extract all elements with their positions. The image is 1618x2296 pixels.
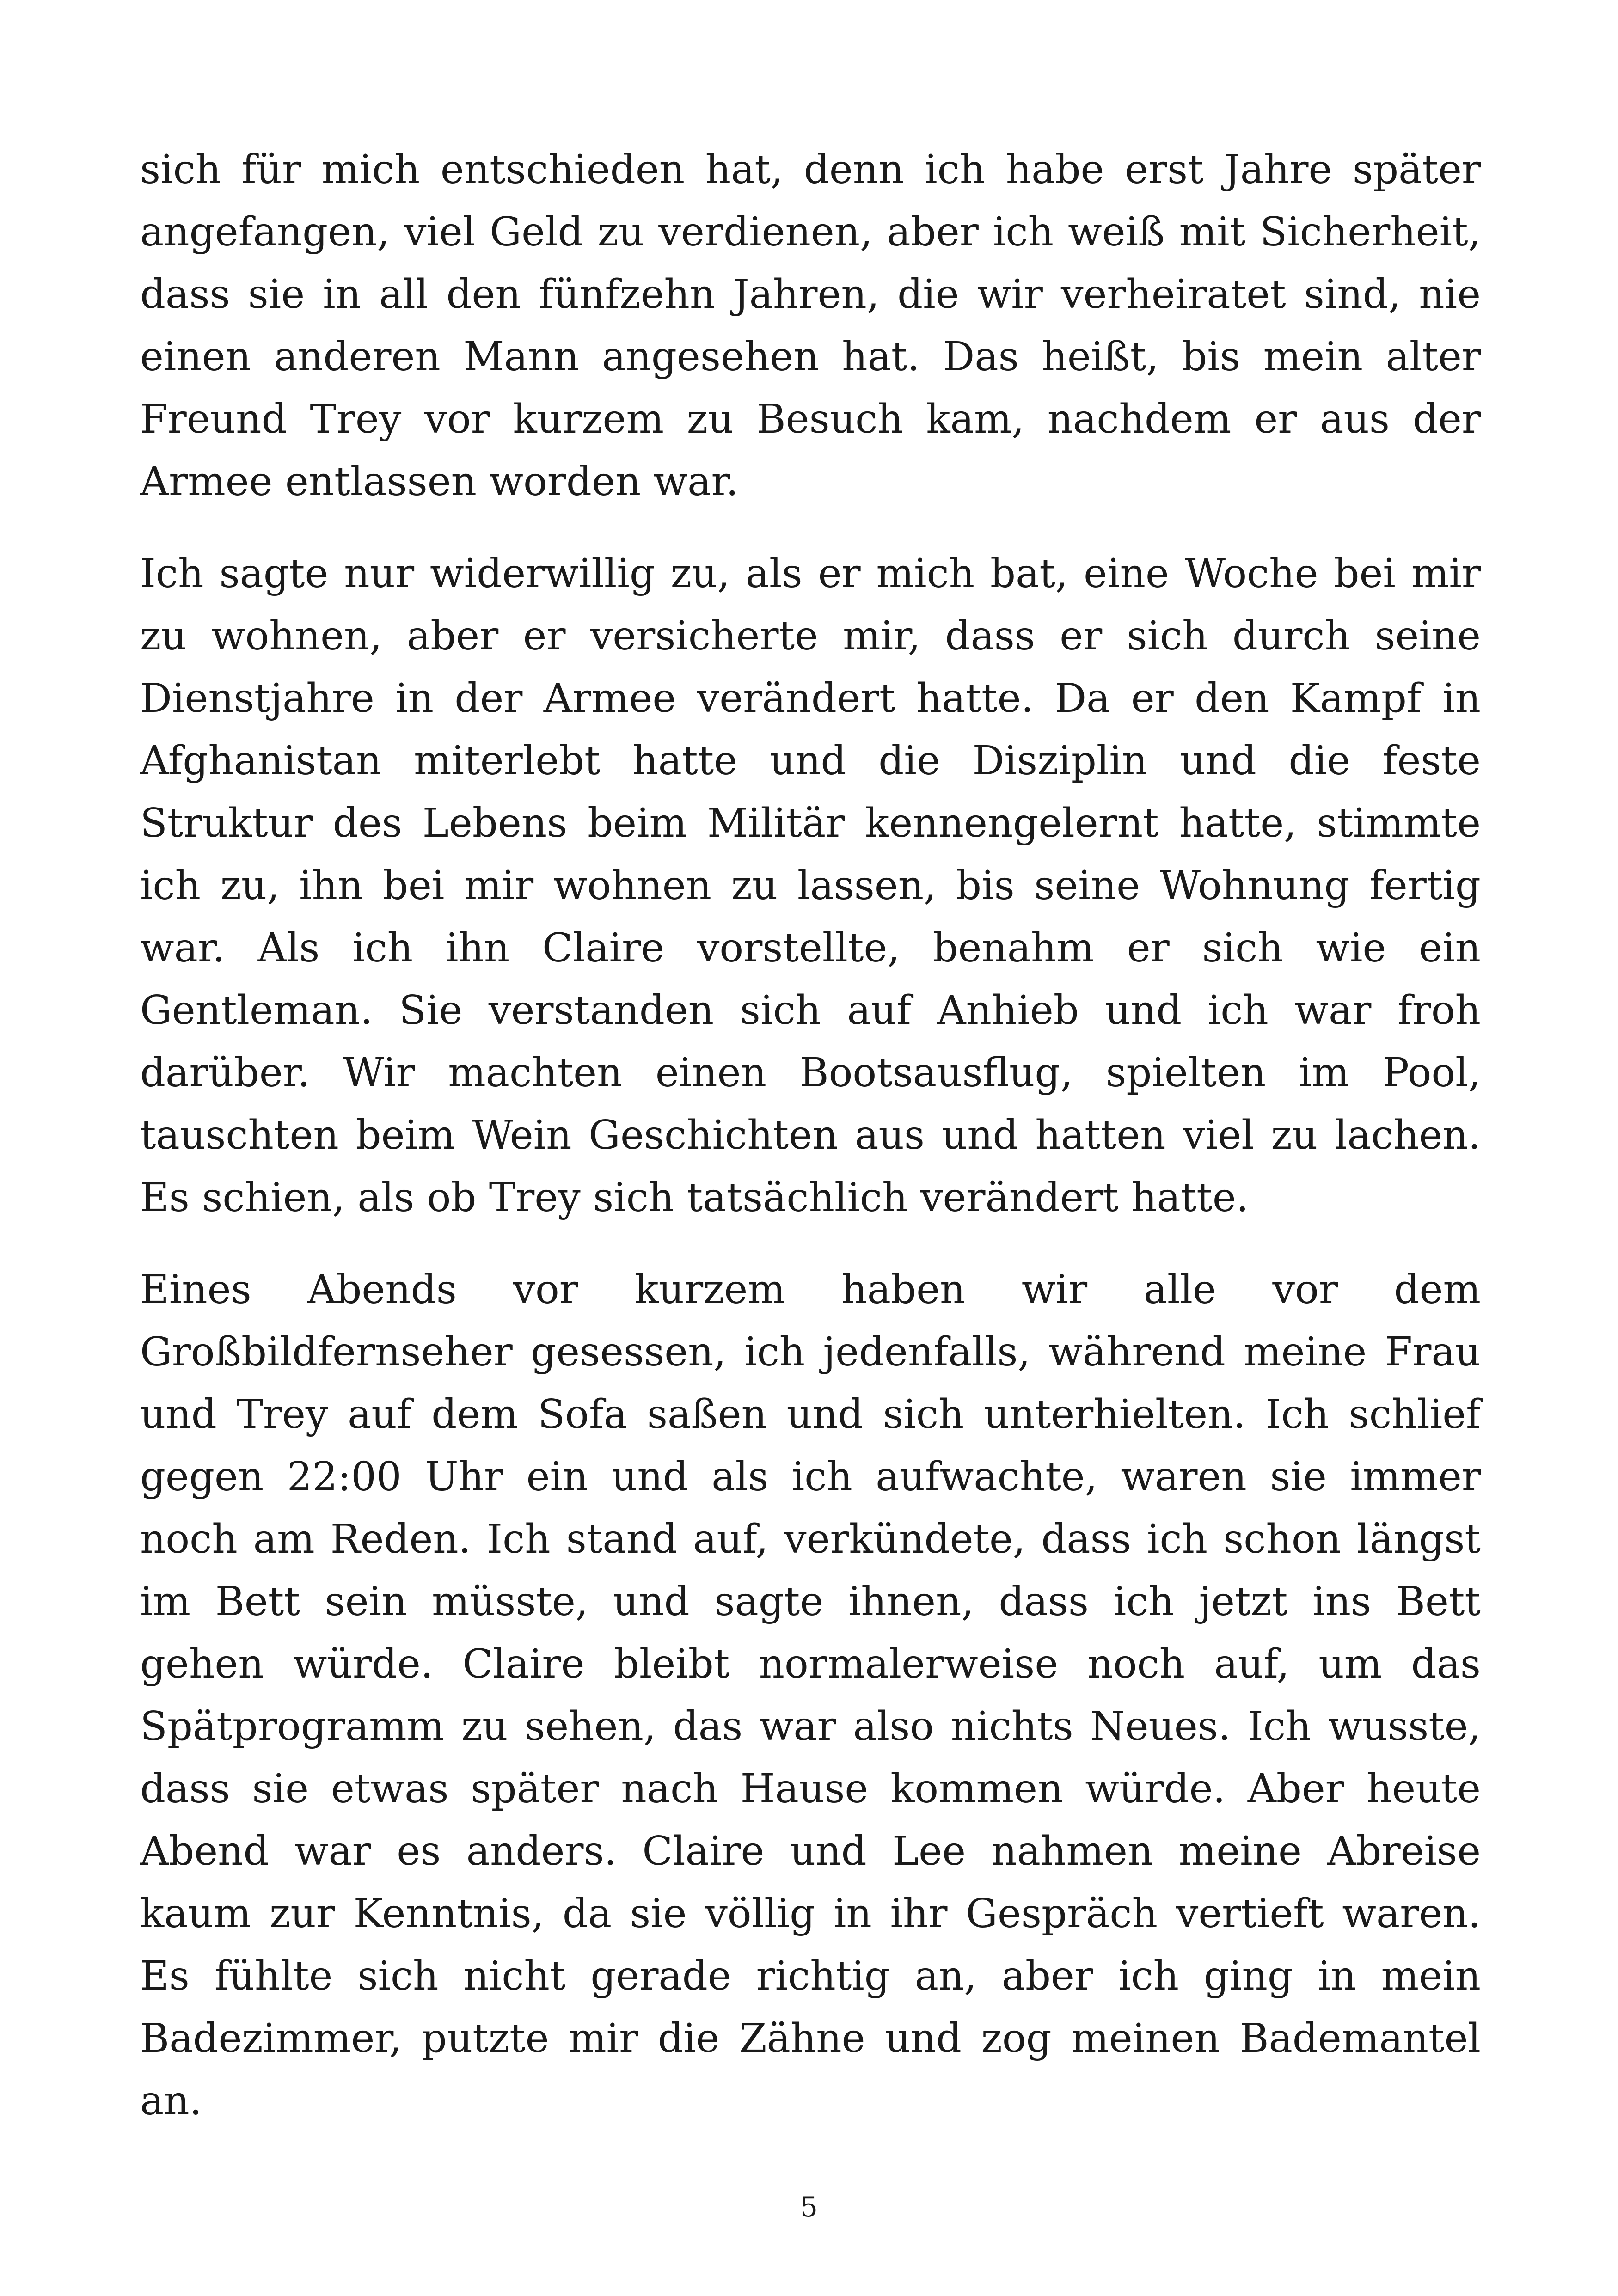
paragraph-2: Ich sagte nur widerwillig zu, als er mich bat, eine Woche bei mir zu wohnen, aber er versicherte mir, dass er sich durch seine Dienstjahre in der Armee verändert hatte. Da er den Kampf in Afghanistan miterlebt hatte und die Disziplin und die feste Struktur des Lebens beim Militär kennengelernt hatte, stimmte ich zu, ihn bei mir wohnen zu lassen, bis seine Wohnung fertig war. Als ich ihn Claire vorstellte, benahm er sich wie ein Gentleman. Sie verstanden sich auf Anhieb und ich war froh darüber. Wir machten einen Bootsausflug, spielten im Pool, tauschten beim Wein Geschichten aus und hatten viel zu lachen. Es schien, als ob Trey sich tatsächlich verändert hatte.	[140, 551, 1481, 1221]
body-text	[140, 139, 1481, 2162]
paragraph-3: Eines Abends vor kurzem haben wir alle vor dem Großbildfernseher gesessen, ich jedenfalls, während meine Frau und Trey auf dem Sofa saßen und sich unterhielten. Ich schlief gegen 22:00 Uhr ein und als ich aufwachte, waren sie immer noch am Reden. Ich stand auf, verkündete, dass ich schon längst im Bett sein müsste, und sagte ihnen, dass ich jetzt ins Bett gehen würde. Claire bleibt normalerweise noch auf, um das Spätprogramm zu sehen, das war also nichts Neues. Ich wusste, dass sie etwas später nach Hause kommen würde. Aber heute Abend war es anders. Claire und Lee nahmen meine Abreise kaum zur Kenntnis, da sie völlig in ihr Gespräch vertieft waren. Es fühlte sich nicht gerade richtig an, aber ich ging in mein Badezimmer, putzte mir die Zähne und zog meinen Bademantel an.	[140, 1267, 1481, 2124]
paragraph-1: sich für mich entschieden hat, denn ich habe erst Jahre später angefangen, viel Geld zu verdienen, aber ich weiß mit Sicherheit, dass sie in all den fünfzehn Jahren, die wir verheiratet sind, nie einen anderen Mann angesehen hat. Das heißt, bis mein alter Freund Trey vor kurzem zu Besuch kam, nachdem er aus der Armee entlassen worden war.	[140, 147, 1481, 505]
page-number: 5	[800, 2191, 818, 2223]
